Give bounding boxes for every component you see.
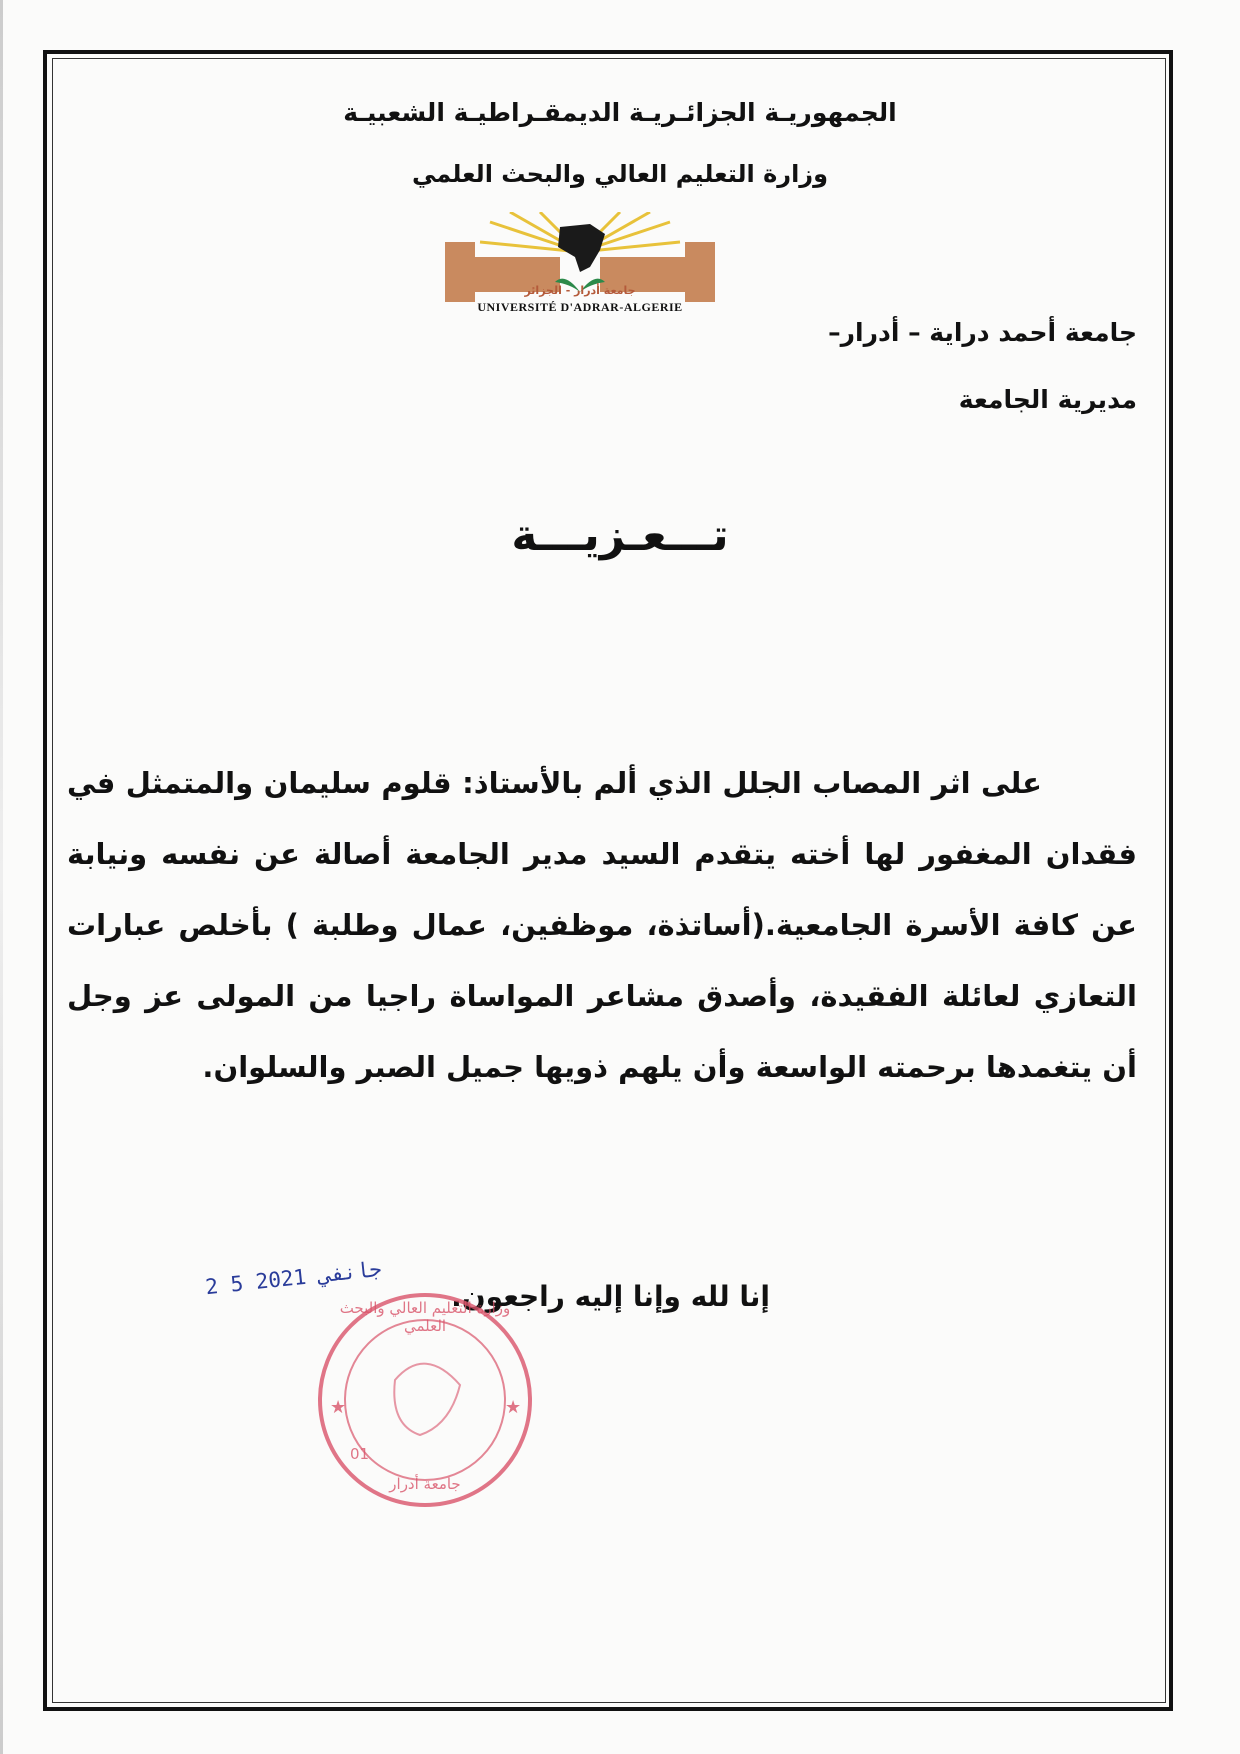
document-title: تـــعـزيـــة: [511, 510, 729, 561]
condolence-body: [67, 748, 1137, 1103]
university-name: جامعة أحمد دراية – أدرار–: [828, 318, 1137, 347]
department-name: مديرية الجامعة: [958, 385, 1137, 414]
svg-text:★: ★: [330, 1397, 347, 1418]
svg-text:★: ★: [505, 1397, 522, 1418]
date-stamp: 2 5 جانفي 2021: [204, 1256, 383, 1300]
republic-header: الجمهوريـة الجزائـريـة الديمقـراطيـة الشعبيـة: [343, 98, 897, 127]
official-stamp: [300, 1285, 550, 1515]
logo-arabic-name: جامعة أدرار - الجزائر: [524, 284, 636, 297]
closing-phrase: إنا لله وإنا إليه راجعون.: [451, 1280, 770, 1313]
scan-edge: [0, 0, 3, 1754]
university-logo: [430, 212, 730, 322]
stamp-ring-text: وزارة التعليم العالي والبحث العلمي: [339, 1299, 511, 1335]
stamp-bottom-text: جامعة أدرار: [389, 1475, 461, 1493]
africa-icon: [558, 224, 605, 272]
stamp-number: 01: [350, 1445, 370, 1463]
logo-latin-name: UNIVERSITÉ D'ADRAR-ALGERIE: [477, 300, 683, 314]
ministry-header: وزارة التعليم العالي والبحث العلمي: [411, 160, 829, 188]
condolence-text: على اثر المصاب الجلل الذي ألم بالأستاذ: قلوم سليمان والمتمثل في فقدان المغفور لها أخته يتقدم السيد مدير الجامعة أصالة عن نفسه ونيابة عن كافة الأسرة الجامعية.(أساتذة، موظفين، عمال وطلبة ) بأخلص عبارات التعازي لعائلة الفقيدة، وأصدق مشاعر المواساة راجيا من المولى عز وجل أن يتغمدها برحمته الواسعة وأن يلهم ذويها جميل الصبر والسلوان.: [67, 766, 1137, 1084]
